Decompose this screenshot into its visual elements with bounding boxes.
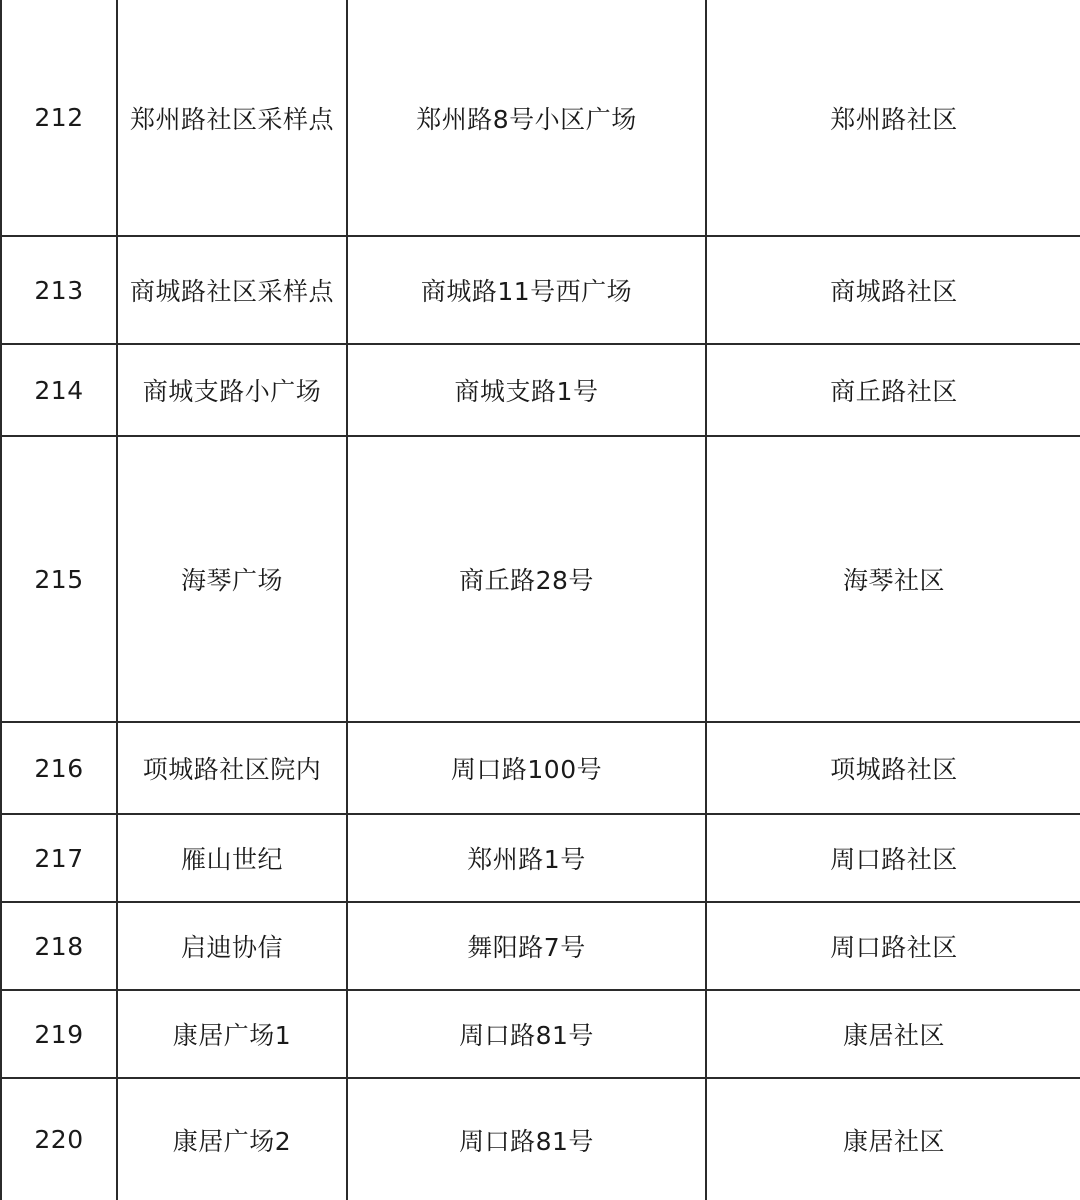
table-row	[1, 814, 1080, 902]
community-name: 项城路社区	[706, 722, 1080, 814]
row-number: 218	[1, 902, 117, 990]
table-row	[1, 1078, 1080, 1200]
site-address: 郑州路1号	[347, 814, 706, 902]
site-name: 启迪协信	[117, 902, 347, 990]
table-row	[1, 902, 1080, 990]
site-address: 商城路11号西广场	[347, 236, 706, 344]
community-name: 康居社区	[706, 1078, 1080, 1200]
table-row	[1, 0, 1080, 236]
site-address: 周口路100号	[347, 722, 706, 814]
table-row	[1, 344, 1080, 436]
row-number: 214	[1, 344, 117, 436]
site-address: 周口路81号	[347, 1078, 706, 1200]
site-address: 舞阳路7号	[347, 902, 706, 990]
table-row	[1, 722, 1080, 814]
site-name: 雁山世纪	[117, 814, 347, 902]
community-name: 郑州路社区	[706, 0, 1080, 236]
table-row	[1, 436, 1080, 722]
row-number: 220	[1, 1078, 117, 1200]
row-number: 212	[1, 0, 117, 236]
community-name: 商城路社区	[706, 236, 1080, 344]
table-row	[1, 236, 1080, 344]
community-name: 商丘路社区	[706, 344, 1080, 436]
site-name: 商城路社区采样点	[117, 236, 347, 344]
site-name: 康居广场1	[117, 990, 347, 1078]
community-name: 周口路社区	[706, 902, 1080, 990]
row-number: 217	[1, 814, 117, 902]
site-address: 周口路81号	[347, 990, 706, 1078]
site-address: 郑州路8号小区广场	[347, 0, 706, 236]
row-number: 219	[1, 990, 117, 1078]
table-row	[1, 990, 1080, 1078]
site-name: 郑州路社区采样点	[117, 0, 347, 236]
site-name: 康居广场2	[117, 1078, 347, 1200]
row-number: 213	[1, 236, 117, 344]
community-name: 周口路社区	[706, 814, 1080, 902]
row-number: 216	[1, 722, 117, 814]
site-name: 项城路社区院内	[117, 722, 347, 814]
site-name: 商城支路小广场	[117, 344, 347, 436]
site-address: 商丘路28号	[347, 436, 706, 722]
row-number: 215	[1, 436, 117, 722]
community-name: 海琴社区	[706, 436, 1080, 722]
community-name: 康居社区	[706, 990, 1080, 1078]
site-address: 商城支路1号	[347, 344, 706, 436]
site-name: 海琴广场	[117, 436, 347, 722]
